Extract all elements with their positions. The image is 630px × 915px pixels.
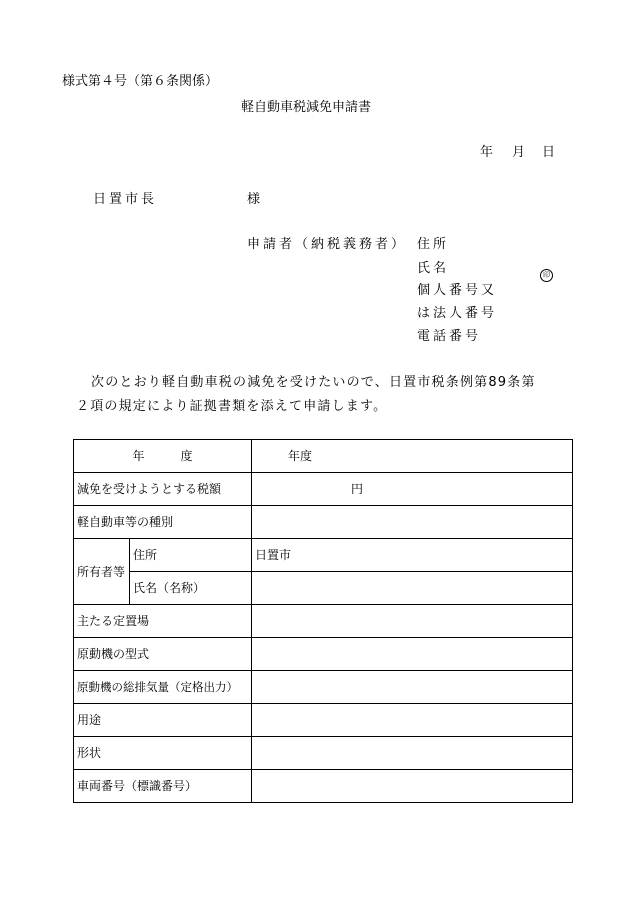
- owner-name-label: 氏名（名称）: [130, 572, 252, 605]
- applicant-name-label: 氏名: [417, 261, 450, 276]
- engine-model-label: 原動機の型式: [74, 638, 252, 671]
- engine-model-cell[interactable]: [252, 638, 573, 671]
- date-day-label: 日: [542, 145, 556, 160]
- storage-location-cell[interactable]: [252, 605, 573, 638]
- reduction-amount-label: 減免を受けようとする税額: [74, 473, 252, 506]
- owner-label: 所有者等: [74, 539, 130, 605]
- seal-icon: 印: [540, 269, 553, 282]
- statement-line2: ２項の規定により証拠書類を添えて申請します。: [76, 399, 388, 414]
- owner-address-label: 住所: [130, 539, 252, 572]
- reduction-amount-cell[interactable]: [252, 473, 573, 506]
- statement-line1: 次のとおり軽自動車税の減免を受けたいので、日置市税条例第89条第: [91, 375, 536, 390]
- fiscal-year-value: 年度: [288, 449, 313, 463]
- table-row: [74, 605, 573, 638]
- table-row: [74, 638, 573, 671]
- applicant-label: 申請者（納税義務者）: [247, 237, 408, 252]
- fiscal-year-cell[interactable]: [252, 440, 573, 473]
- addressee-mayor: 日置市長: [93, 192, 158, 207]
- date-month-label: 月: [512, 145, 526, 160]
- table-row: [74, 440, 573, 473]
- fiscal-year-label: 年 度: [74, 440, 252, 473]
- addressee-honorific: 様: [247, 192, 261, 207]
- owner-name-cell[interactable]: [252, 572, 573, 605]
- date-year-label: 年: [480, 145, 494, 160]
- shape-cell[interactable]: [252, 737, 573, 770]
- engine-displacement-label: 原動機の総排気量（定格出力）: [74, 671, 252, 704]
- table-row: [74, 704, 573, 737]
- plate-number-cell[interactable]: [252, 770, 573, 803]
- applicant-id-label-line1: 個人番号又: [417, 283, 498, 298]
- applicant-id-label-line2: は法人番号: [417, 306, 498, 321]
- vehicle-type-label: 軽自動車等の種別: [74, 506, 252, 539]
- seal-mark: [540, 262, 553, 282]
- vehicle-info-table: [73, 439, 573, 803]
- table-row: [74, 770, 573, 803]
- owner-address-cell[interactable]: [252, 539, 573, 572]
- plate-number-label: 車両番号（標識番号）: [74, 770, 252, 803]
- reduction-amount-unit: 円: [351, 482, 364, 496]
- vehicle-type-cell[interactable]: [252, 506, 573, 539]
- owner-address-value: 日置市: [255, 548, 292, 562]
- table-row: [74, 671, 573, 704]
- table-row: [74, 473, 573, 506]
- applicant-phone-label: 電話番号: [417, 329, 482, 344]
- form-number: 様式第４号（第６条関係）: [62, 74, 219, 89]
- usage-label: 用途: [74, 704, 252, 737]
- table-row: [74, 506, 573, 539]
- engine-displacement-cell[interactable]: [252, 671, 573, 704]
- usage-cell[interactable]: [252, 704, 573, 737]
- shape-label: 形状: [74, 737, 252, 770]
- table-row: [74, 539, 573, 572]
- applicant-address-label: 住所: [417, 237, 450, 252]
- table-row: [74, 572, 573, 605]
- table-row: [74, 737, 573, 770]
- storage-location-label: 主たる定置場: [74, 605, 252, 638]
- form-title: 軽自動車税減免申請書: [241, 100, 372, 115]
